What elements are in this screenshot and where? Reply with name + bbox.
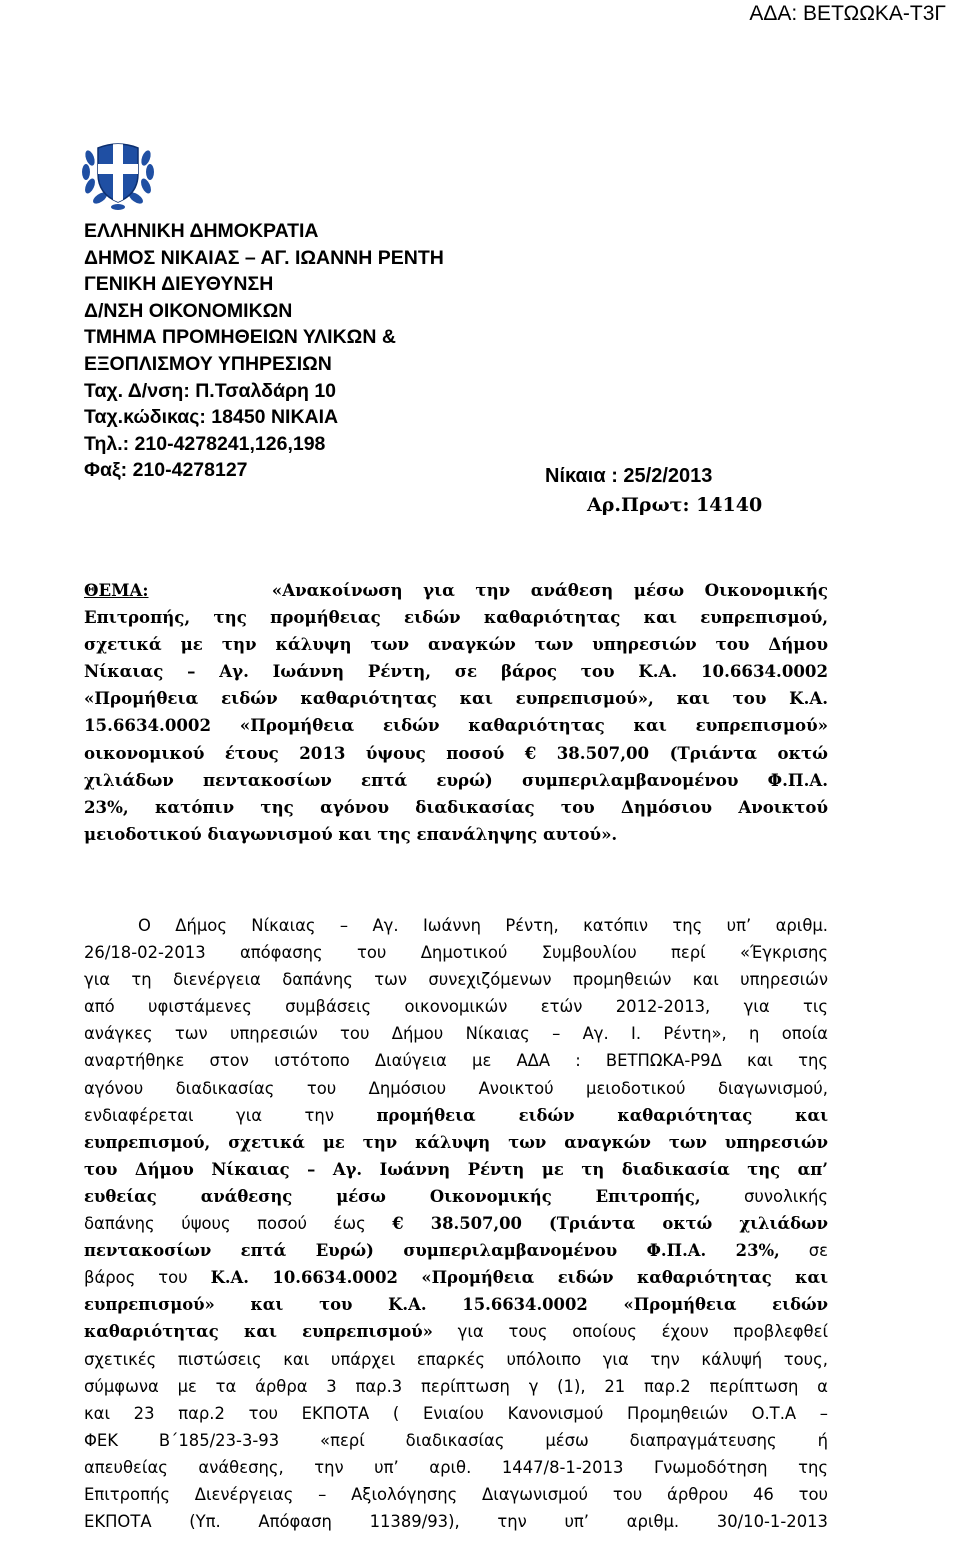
body-bold-text: € 38.507,00 (Τριάντα οκτώ χιλιάδων bbox=[392, 1214, 828, 1234]
body-line bbox=[84, 966, 828, 993]
body-text-segment: για τους οποίους έχουν προβλεφθεί bbox=[432, 1322, 828, 1342]
body-line bbox=[84, 1264, 828, 1291]
subject-line: Νίκαιας – Αγ. Ιωάννη Ρέντη, σε βάρος του Κ.Α. 10.6634.0002 bbox=[84, 661, 828, 682]
body-line bbox=[84, 939, 828, 966]
body-bold-text: ευθείας ανάθεσης μέσω Οικονομικής Επιτροπής, bbox=[84, 1186, 701, 1206]
body-line bbox=[84, 1183, 828, 1210]
body-line bbox=[84, 912, 828, 939]
document-date: Νίκαια : 25/2/2013 bbox=[545, 465, 713, 487]
body-line bbox=[84, 1481, 828, 1508]
body-text-segment: σε bbox=[779, 1241, 828, 1261]
body-text-segment: Επιτροπής Διενέργειας – Αξιολόγησης Διαγωνισμού του άρθρου 46 του bbox=[84, 1484, 828, 1504]
body-text-segment: ανάγκες των υπηρεσιών του Δήμου Νίκαιας – Αγ. Ι. Ρέντη», η οποία bbox=[84, 1024, 828, 1044]
body-text-segment: δαπάνης ύψους ποσού έως bbox=[84, 1214, 393, 1234]
header-line: ΕΞΟΠΛΙΣΜΟΥ ΥΠΗΡΕΣΙΩΝ bbox=[84, 352, 332, 375]
body-line bbox=[84, 1156, 828, 1183]
body-text-segment: ΕΚΠΟΤΑ (Υπ. Απόφαση 11389/93), την υπ’ αριθμ. 30/10-1-2013 bbox=[84, 1512, 828, 1532]
body-bold-text: του Δήμου Νίκαιας – Αγ. Ιωάννη Ρέντη με τη διαδικασία της απ’ bbox=[84, 1159, 828, 1179]
ada-code: ΑΔΑ: ΒΕΤΩΩΚΑ-Τ3Γ bbox=[749, 2, 946, 25]
body-text-segment: αγόνου διαδικασίας του Δημόσιου Ανοικτού μειοδοτικού διαγωνισμού, bbox=[84, 1078, 828, 1098]
body-bold-text: Κ.Α. 10.6634.0002 «Προμήθεια ειδών καθαριότητας και bbox=[210, 1268, 829, 1288]
subject-first-line bbox=[84, 577, 828, 604]
body-line bbox=[84, 1427, 828, 1454]
body-text-segment: από υφιστάμενες συμβάσεις οικονομικών ετών 2012-2013, για τις bbox=[84, 997, 828, 1017]
subject-line: μειοδοτικού διαγωνισμού και της επανάληψης αυτού». bbox=[84, 823, 618, 844]
subject-line: χιλιάδων πεντακοσίων επτά ευρώ) συμπεριλαμβανομένου Φ.Π.Α. bbox=[84, 769, 828, 790]
body-line bbox=[84, 1129, 828, 1156]
body-text-segment: σύμφωνα με τα άρθρα 3 παρ.3 περίπτωση γ (1), 21 παρ.2 περίπτωση α bbox=[84, 1376, 828, 1396]
header-line: Τηλ.: 210-4278241,126,198 bbox=[84, 432, 326, 455]
subject-label: ΘΕΜΑ: bbox=[84, 580, 149, 600]
body-text-segment: βάρος του bbox=[84, 1268, 211, 1288]
body-text-segment: απευθείας ανάθεσης, την υπ’ αριθ. 1447/8-1-2013 Γνωμοδότηση της bbox=[84, 1457, 828, 1477]
body-line bbox=[84, 1508, 828, 1535]
body-line bbox=[84, 1102, 828, 1129]
body-line bbox=[84, 1210, 828, 1237]
body-text-segment: αναρτήθηκε στον ιστότοπο Διαύγεια με ΑΔΑ : ΒΕΤΠΩΚΑ-Ρ9Δ και της bbox=[84, 1051, 828, 1071]
header-line: Ταχ.κώδικας: 18450 ΝΙΚΑΙΑ bbox=[84, 406, 339, 429]
body-line bbox=[84, 1075, 828, 1102]
body-line bbox=[84, 1318, 828, 1345]
body-text-segment: και 23 παρ.2 του ΕΚΠΟΤΑ ( Ενιαίου Κανονισμού Προμηθειών Ο.Τ.Α – bbox=[84, 1403, 828, 1423]
body-text-segment: 26/18-02-2013 απόφασης του Δημοτικού Συμβουλίου περί «Έγκρισης bbox=[84, 943, 828, 963]
body-text bbox=[84, 912, 828, 1535]
header-line: Φαξ: 210-4278127 bbox=[84, 459, 248, 482]
header-line: Ταχ. Δ/νση: Π.Τσαλδάρη 10 bbox=[84, 379, 337, 402]
body-text-segment: Ο Δήμος Νίκαιας – Αγ. Ιωάννη Ρέντη, κατόπιν της υπ’ αριθμ. bbox=[138, 916, 828, 935]
subject-line: «Προμήθεια ειδών καθαριότητας και ευπρεπισμού», και του Κ.Α. bbox=[84, 688, 828, 709]
body-line bbox=[84, 1291, 828, 1318]
subject-line: 23%, κατόπιν της αγόνου διαδικασίας του Δημόσιου Ανοικτού bbox=[84, 796, 828, 817]
subject-line: 15.6634.0002 «Προμήθεια ειδών καθαριότητας και ευπρεπισμού» bbox=[84, 715, 828, 736]
body-line bbox=[84, 993, 828, 1020]
subject-block bbox=[84, 577, 828, 848]
body-line bbox=[84, 1020, 828, 1047]
header-line: ΕΛΛΗΝΙΚΗ ΔΗΜΟΚΡΑΤΙΑ bbox=[84, 220, 319, 242]
subject-line: σχετικά με την κάλυψη των αναγκών των υπηρεσιών του Δήμου bbox=[84, 634, 828, 655]
body-line bbox=[84, 1373, 828, 1400]
subject-text: «Ανακοίνωση για την ανάθεση μέσω Οικονομικής bbox=[271, 580, 828, 600]
body-line bbox=[84, 1346, 828, 1373]
body-bold-text: πεντακοσίων επτά Ευρώ) συμπεριλαμβανομένου Φ.Π.Α. 23%, bbox=[84, 1241, 780, 1261]
subject-line: Επιτροπής, της προμήθειας ειδών καθαριότητας και ευπρεπισμού, bbox=[84, 607, 828, 628]
greek-coat-of-arms-icon bbox=[76, 130, 160, 214]
body-text-segment: συνολικής bbox=[700, 1186, 829, 1206]
body-bold-text: ευπρεπισμού, σχετικά με την κάλυψη των αναγκών των υπηρεσιών bbox=[84, 1132, 828, 1152]
header-line: ΔΗΜΟΣ ΝΙΚΑΙΑΣ – ΑΓ. ΙΩΑΝΝΗ ΡΕΝΤΗ bbox=[84, 246, 444, 269]
body-text-segment: ενδιαφέρεται για την bbox=[84, 1105, 377, 1125]
body-line bbox=[84, 1047, 828, 1074]
body-bold-text: ευπρεπισμού» και του Κ.Α. 15.6634.0002 «Προμήθεια ειδών bbox=[84, 1295, 828, 1315]
subject-line: οικονομικού έτους 2013 ύψους ποσού € 38.507,00 (Τριάντα οκτώ bbox=[84, 742, 828, 763]
body-text-segment: σχετικές πιστώσεις και υπάρχει επαρκές υπόλοιπο για την κάλυψή τους, bbox=[84, 1349, 828, 1369]
issuer-header bbox=[84, 218, 444, 484]
header-line: ΤΜΗΜΑ ΠΡΟΜΗΘΕΙΩΝ ΥΛΙΚΩΝ & bbox=[84, 326, 396, 349]
body-text-segment: ΦΕΚ Β΄185/23-3-93 «περί διαδικασίας μέσω διαπραγμάτευσης ή bbox=[84, 1430, 828, 1450]
header-line: Δ/ΝΣΗ ΟΙΚΟΝΟΜΙΚΩΝ bbox=[84, 299, 293, 322]
body-text-segment: για τη διενέργεια δαπάνης των συνεχιζόμενων προμηθειών και υπηρεσιών bbox=[84, 970, 828, 990]
body-line bbox=[84, 1237, 828, 1264]
body-bold-text: προμήθεια ειδών καθαριότητας και bbox=[376, 1105, 828, 1125]
protocol-number: Αρ.Πρωτ: 14140 bbox=[587, 494, 763, 516]
body-line bbox=[84, 1454, 828, 1481]
body-bold-text: καθαριότητας και ευπρεπισμού» bbox=[84, 1322, 433, 1342]
body-line bbox=[84, 1400, 828, 1427]
header-line: ΓΕΝΙΚΗ ΔΙΕΥΘΥΝΣΗ bbox=[84, 273, 274, 296]
